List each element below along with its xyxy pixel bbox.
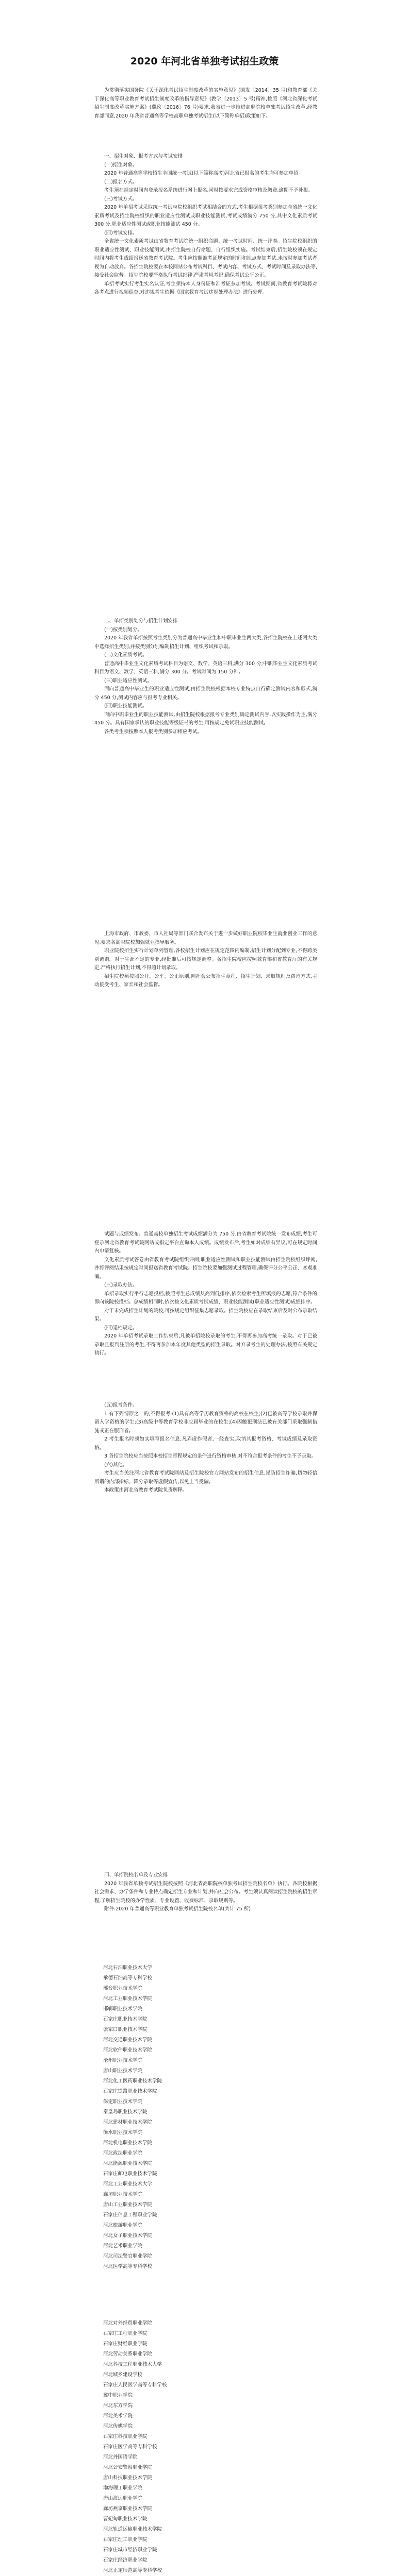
paragraph: 试题与成绩发布。普通高校单独招生考试成绩满分为 750 分,由省教育考试院统一发布成绩,考生可登录河北省教育考试院网站或指定平台查询本人成绩。成绩发布后,考生如对成绩有异议,可在规定时间内申请复核。 [94,1231,317,1254]
paragraph: 招生院校须按照公开、公平、公正原则,向社会公布招生章程、招生计划、录取规则及咨询方式,主动接受考生、家长和社会监督。 [94,973,317,988]
sub-heading: (四)职业技能测试。 [104,703,148,709]
school-list-item: 河北机电职业技术学院 [103,2140,153,2146]
school-list-item: 邢台职业技术学院 [103,1986,143,1991]
sub-heading: (三)录取办法。 [104,1282,138,1288]
school-list-item: 河北交通职业技术学院 [103,2037,153,2043]
school-list-item: 石家庄职业技术学院 [103,2016,148,2022]
section-4 [94,1230,317,1358]
school-list-item: 石家庄城市经济职业学院 [103,2547,157,2553]
page-title: 2020 年河北省单独考试招生政策 [130,56,279,67]
paragraph: 1.有下列情形之一的,不得报考:(1)具有高等学历教育资格的高校在校生;(2)已被高等学校录取并保留入学资格的学生;(3)高级中等教育学校非应届毕业的在校生;(4)因触犯刑法已被有关部门采取强制措施或正在服刑者。 [94,1411,317,1434]
school-list-item: 唐山海运职业学院 [103,2496,143,2501]
sub-heading: (四)退档规定。 [104,1325,138,1331]
sub-heading: (二)文化素质考试。 [104,652,148,658]
school-list-item: 河北化工医药职业技术学院 [103,2078,162,2084]
school-list-item: 石家庄科技职业学院 [103,2434,148,2439]
sub-heading: (三)职业适应性测试。 [104,677,152,684]
paragraph: 2.考生报名时须如实填写报名信息,凡弄虚作假者,一经查实,取消其报考资格、考试成绩及录取资格。 [94,1436,317,1451]
sub-heading: (六)其他。 [104,1462,128,1468]
paragraph: 面向中职毕业生的职业技能测试,由招生院校根据报考专业类别确定测试内容,以实践操作为主,满分 450 分。具有国家承认的职业技能等级证书的考生,可按规定免试职业技能测试。 [94,711,317,726]
school-list-item: 河北劳动关系职业学院 [103,2351,153,2357]
paragraph: 文化素质考试答卷由省教育考试院组织评阅;职业适应性测试和职业技能测试由招生院校组织评阅,并将评阅结果按规定时间报送省教育考试院。招生院校要加强测试过程管理,确保评分公平公正、客观准确。 [94,1257,317,1280]
paragraph: 2020 年单招考试采取统一考试与院校组织考试相结合的方式,考生根据报考类别参加全省统一文化素质考试及招生院校组织的职业适应性测试或职业技能测试,考试成绩满分 750 分,其中文化素质考试 300 分,职业适应性测试或职业技能测试 450 分。 [94,205,317,227]
school-list-item: 河北艺术职业学院 [103,2243,143,2249]
paragraph: 上海市政府、市教委、市人社局等部门联合发布关于进一步做好职业院校毕业生就业创业工作的意见,要求各高职院校加强就业指导服务。 [94,931,317,945]
school-list-item: 河北工业职业技术大学 [103,2181,153,2187]
school-list-item: 河北美术学院 [103,2413,133,2419]
paragraph: 各类考生须按照本人报考类别参加相应考试。 [104,728,203,735]
section-heading: 一、招生对象、报考方式与考试安排 [104,154,183,159]
school-list-item: 渤海理工职业学院 [103,2485,143,2491]
school-list-item: 曹妃甸职业技术学院 [103,2516,148,2522]
paragraph: 考生须在规定时间内登录报名系统进行网上报名,同时按要求完成资格审核及缴费,逾期不予补报。 [104,188,314,193]
school-list-item: 河北工业职业技术学院 [103,1996,153,2002]
sub-heading: (二)报名方式。 [104,179,138,185]
school-list-item: 冀中职业学院 [103,2393,133,2398]
intro-paragraph: 为贯彻落实国务院《关于深化考试招生制度改革的实施意见》(国发〔2014〕35 号)和教育部《关于深化高等职业教育考试招生制度改革的指导意见》(教学〔2013〕5 号)精神,按照《河北省深化考试招生制度改革实施方案》(冀政〔2016〕76 号)要求,我省进一步推进高职院校单独考试招生改革,经教育部同意,2020 年我省普通高等学校高职单独考试招生(以下简称单招)政策如下。 [94,88,317,119]
school-list-1 [103,1963,299,2272]
paragraph: 单招考试实行考生实名认证,考生须持本人身份证和准考证参加考试。考试期间,省教育考试院将对各考点进行视频巡查,对违规考生依据《国家教育考试违规处理办法》进行处理。 [94,281,317,295]
school-list-item: 石家庄人民医学高等专科学校 [103,2382,167,2388]
school-list-item: 石家庄铁路职业技术学院 [103,2089,157,2094]
school-list-item: 石家庄财经职业学院 [103,2341,148,2347]
school-list-item: 唐山工业职业技术学院 [103,2202,153,2208]
sub-heading: (一)招生对象。 [104,162,138,168]
school-list-item: 秦皇岛职业技术学院 [103,2109,148,2115]
school-list-item: 河北城乡建设学校 [103,2372,143,2378]
paragraph: 考生应当关注河北省教育考试院网站及招生院校官方网站发布的招生信息,谨防招生诈骗,切勿轻信所谓的内部指标、降分录取等虚假宣传,以免上当受骗。 [94,1470,317,1485]
paragraph: 2020 年我省单独考试招生院校按照《河北省高职院校单独考试招生院校名单》执行。各院校根据社会需求、办学条件和专业特点确定招生专业和计划,并向社会公布。考生须认真阅读招生院校的招生章程,了解招生院校的办学性质、专业设置、收费标准、录取规则等。 [94,1880,317,1904]
paragraph: 普通高中毕业生文化素质考试科目为语文、数学、英语三科,满分 300 分;中职毕业生文化素质考试科目为语文、数学、英语三科,满分 300 分。考试时间为 150 分钟。 [94,660,317,675]
school-list-item: 河北医学高等专科学校 [103,2264,153,2269]
intro-section [94,87,317,121]
school-list-item: 沧州职业技术学院 [103,2058,143,2063]
sub-heading: (三)考试方式。 [104,196,138,202]
section-5 [94,1401,317,1495]
school-list-item: 河北旅游职业学院 [103,2223,143,2228]
section-heading: 二、单招类别划分与招生计划安排 [104,618,178,624]
paragraph: 本政策由河北省教育考试院负责解释。 [104,1487,188,1493]
paragraph: 职业院校招生实行计划单列管理,各校招生计划应在规定范围内编制,招生计划分配到专业,不得跨类别调剂。对于生源不足的专业,经批准后可按规定调整。各招生院校应按照教育部和省教育厅的有关规定,严格执行招生计划,不得超计划录取。 [94,948,317,971]
paragraph: 对于未完成招生计划的院校,可按规定组织征集志愿录取。招生院校应在录取结束后及时公布录取结果。 [94,1308,317,1322]
paragraph: 3.各招生院校应当按照本校招生章程规定的条件进行资格审核,对不符合报考条件的考生不予录取。 [104,1453,317,1459]
school-list-item: 石家庄医学高等专科学校 [103,2444,157,2450]
school-list-item: 河北软件职业技术学院 [103,2047,153,2053]
school-list-item: 河北公安警察职业学院 [103,2465,153,2470]
school-list-item: 河北正定师范高等专科学校 [103,2568,162,2573]
school-list-item: 保定职业技术学院 [103,2099,143,2105]
school-list-item: 河北科技工程职业技术大学 [103,2362,162,2367]
section-2 [94,617,317,736]
school-list-item: 河北对外经贸职业学院 [103,2320,153,2326]
paragraph: 2020 年普通高等学校招生全国统一考试(以下简称高考)河北省已报名的考生均可参加单招。 [104,171,304,176]
paragraph: 2020 年单招考试录取工作结束后,凡被单招院校录取的考生,不得再参加高考统一录取。对于已被录取且报到注册的考生,不得再参加本年度其他类型的招生录取。对弃录考生的处理办法,按照有关规定执行。 [94,1333,317,1356]
school-list-item: 石家庄信息工程职业学院 [103,2212,157,2218]
school-list-item: 唐山科技职业技术学院 [103,2475,153,2481]
school-list-2 [103,2318,299,2576]
sub-heading: (一)按类别划分。 [104,626,142,633]
paragraph: 2020 年我省单招按照考生类别分为普通高中毕业生和中职毕业生两大类,各招生院校在上述两大类中选择招生类别,并按类别分别编制招生计划、组织考试和录取。 [94,635,317,650]
section-heading: 四、单招院校名单及专业安排 [104,1872,168,1878]
school-list-item: 河北外国语学院 [103,2454,138,2460]
school-list-item: 唐山职业技术学院 [103,2068,143,2074]
school-list-item: 河北建材职业技术学院 [103,2120,153,2125]
school-list-item: 廊坊燕京职业技术学院 [103,2506,153,2512]
school-list-item: 石家庄工程职业学院 [103,2331,148,2336]
paragraph: 全省统一文化素质考试由省教育考试院统一组织命题、统一考试时间、统一评卷。招生院校组织的职业适应性测试、职业技能测试,由招生院校自行命题、自行组织实施。考试结束后,招生院校须在规定时间内将考生成绩报送省教育考试院。考生应按照准考证规定的时间和地点参加考试,未按时参加考试者视为自动放弃。各招生院校要在本校网站公布考试科目、考试内容、考试方式、考试时间及录取办法等,接受社会监督。招生院校要严格执行考试纪律,严肃考风考纪,确保考试公平公正。 [94,239,317,278]
school-list-item: 张家口职业技术学院 [103,2027,148,2032]
section-1 [94,152,317,297]
school-list-item: 河北石油职业技术大学 [103,1965,153,1971]
school-list-item: 河北轨道运输职业技术学院 [103,2527,162,2532]
school-list-item: 河北司法警官职业学院 [103,2253,153,2259]
school-list-item: 廊坊职业技术学院 [103,2192,143,2197]
section-3 [94,930,317,990]
sub-heading: (四)考试安排。 [104,230,138,236]
school-list-item: 河北传媒学院 [103,2424,133,2429]
section-6 [94,1871,317,1914]
school-list-item: 邯郸职业技术学院 [103,2006,143,2012]
school-list-item: 河北政法职业学院 [103,2150,143,2156]
school-list-item: 石家庄经济职业学院 [103,2557,148,2563]
paragraph: 单招录取实行平行志愿投档,按照考生总成绩从高到低排序,依次检索考生所填报的志愿,符合条件的即向该院校投档。总成绩相同时,依次按文化素质考试成绩、职业技能测试(职业适应性测试)成绩排序。 [94,1291,317,1305]
school-list-item: 承德石油高等专科学校 [103,1975,153,1981]
school-list-item: 河北女子职业技术学院 [103,2233,153,2239]
sub-heading: (五)报考条件。 [104,1402,138,1408]
school-list-item: 石家庄理工职业学院 [103,2537,148,2543]
school-list-item: 河北东方学院 [103,2403,133,2409]
paragraph: 附件:2020 年普通高等职业教育单独考试招生院校名单(共计 75 所) [104,1906,251,1912]
school-list-item: 衡水职业技术学院 [103,2130,143,2136]
school-list-item: 河北能源职业技术学院 [103,2161,153,2166]
school-list-item: 石家庄邮电职业技术学院 [103,2171,157,2177]
paragraph: 面向普通高中毕业生的职业适应性测试,由招生院校根据本校专业特点自行确定测试内容和形式,满分 450 分,测试内容应与报考专业相关。 [94,686,317,701]
